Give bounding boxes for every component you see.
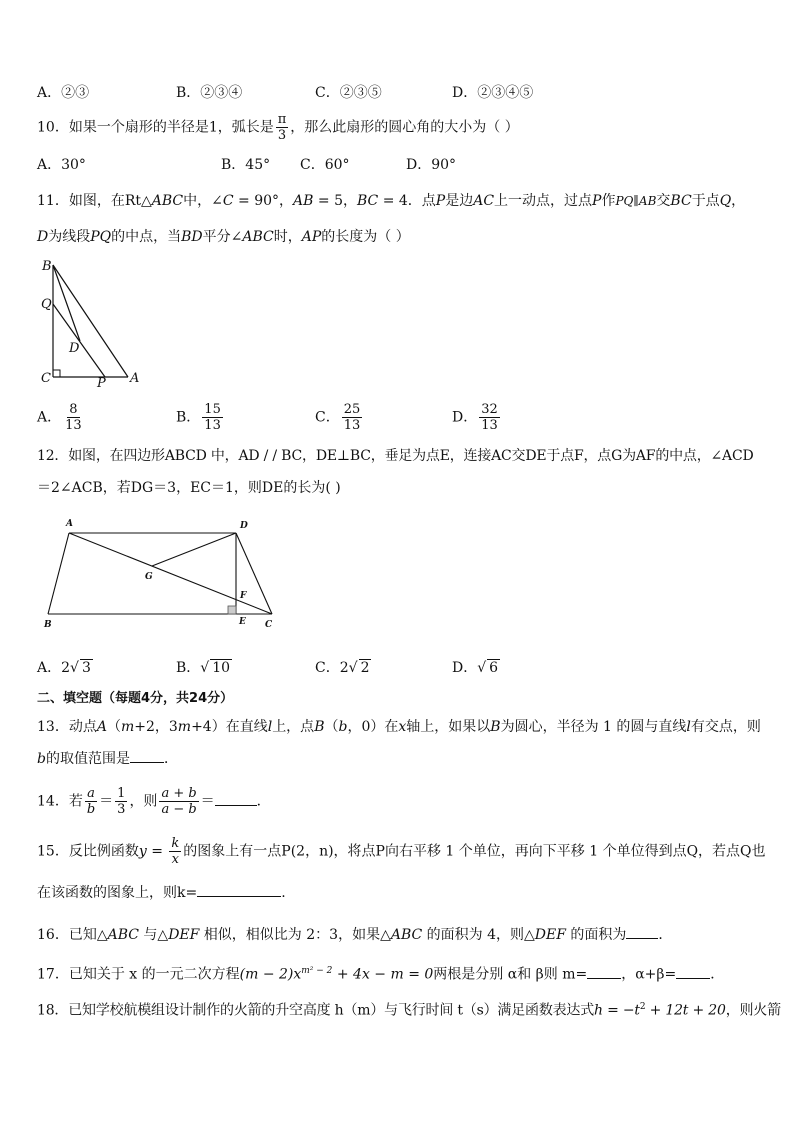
q12-label-b: B (44, 620, 52, 630)
q11-label-q: Q (41, 297, 52, 312)
q12-label-d: D (240, 521, 248, 531)
q9-option-b: B．②③④ (176, 85, 243, 101)
q12-option-b: B．√ 10 (176, 660, 231, 676)
q10-option-d: D．90° (406, 157, 457, 173)
q17-answer-blank-m (587, 966, 621, 979)
q11-label-b: B (42, 259, 52, 274)
q10-option-a: A．30° (37, 157, 86, 173)
q12-stem-line1: 12．如图，在四边形ABCD 中，AD / / BC，DE⊥BC，垂足为点E，连接AC交DE于点F，点G为AF的中点，∠ACD (37, 448, 754, 464)
q11-segment-bd (53, 265, 80, 341)
q15-stem-line2: 在该函数的图象上，则k= . (37, 885, 286, 901)
q14-stem: 14．若 $\frac{a}{b}$ ＝ $\frac{1}{3}$ ，则 $\frac{a + b}{a - b}$ ＝ ． (37, 786, 271, 817)
q12-option-c: C．2√ 2 (315, 660, 370, 676)
q14-answer-blank (215, 793, 257, 806)
q11-right-angle-mark (53, 370, 60, 377)
q16-answer-blank (626, 926, 658, 939)
q12-segment-dg (152, 533, 236, 566)
q10-option-b: B．45° (221, 157, 271, 173)
q12-label-c: C (265, 620, 273, 630)
q12-right-angle-mark (228, 606, 236, 614)
q11-side-ab (53, 265, 128, 377)
q12-option-a: A．2√ 3 (37, 660, 91, 676)
q12-label-e: E (239, 617, 246, 627)
q13-stem-line1: 13．动点A（m+2，3m+4）在直线l上，点B（b，0）在x轴上，如果以B为圆心，半径为 1 的圆与直线l有交点，则 (37, 719, 761, 735)
q11-label-d: D (69, 341, 80, 356)
q11-label-c: C (41, 371, 51, 386)
q17-stem: 17．已知关于 x 的一元二次方程$(m - 2)x^{m^2 - 2} + 4x - m = 0$两根是分别 α和 β则 m= ，α+β= ． (37, 966, 725, 983)
q12-stem-line2: ＝2∠ACB，若DG＝3，EC＝1，则DE的长为( ) (37, 480, 341, 496)
q18-stem: 18．已知学校航模组设计制作的火箭的升空高度 h（m）与飞行时间 t（s）满足函数表达式$h = -t^2 + 12t + 20$，则火箭 (37, 1002, 781, 1019)
q11-label-p: P (97, 376, 106, 388)
q11-stem-line1: 11．如图，在Rt△ABC中，∠C = 90°，AB = 5，BC = 4．点P是边AC上一动点，过点P作PQ∥AB交BC于点Q， (37, 193, 746, 209)
q11-figure (36, 256, 146, 388)
q15-answer-blank (197, 884, 281, 897)
q12-option-d: D．√ 6 (452, 660, 499, 676)
q16-stem: 16．已知△ABC 与△DEF 相似，相似比为 2：3，如果△ABC 的面积为 4，则△DEF 的面积为 ． (37, 927, 673, 943)
q17-answer-blank-sum (676, 966, 710, 979)
q11-label-a: A (130, 371, 140, 386)
q11-stem-line2: D为线段PQ的中点，当BD平分∠ABC时，AP的长度为（ ） (37, 229, 410, 245)
q10-stem: 10．如果一个扇形的半径是1，弧长是 $\frac{\pi}{3}$ ，那么此扇形的圆心角的大小为（ ） (37, 112, 519, 143)
q15-stem-line1: 15．反比例函数y = $\frac{k}{x}$ 的图象上有一点P(2，n)，将点P向右平移 1 个单位，再向下平移 1 个单位得到点Q，若点Q也 (37, 836, 766, 867)
q11-option-d: D． $\frac{32}{13}$ (452, 402, 498, 433)
section-fill-in-heading: 二、填空题（每题4分，共24分） (37, 691, 234, 706)
q10-fraction: $\frac{\pi}{3}$ (277, 112, 287, 143)
q12-figure (38, 514, 288, 632)
q11-option-c: C． $\frac{25}{13}$ (315, 402, 361, 433)
q12-label-g: G (145, 572, 153, 582)
q9-option-a: A．②③ (37, 85, 90, 101)
q13-answer-blank (130, 750, 164, 763)
q10-option-c: C．60° (300, 157, 350, 173)
q13-stem-line2: b的取值范围是 ． (37, 751, 178, 767)
q12-side-ab (48, 533, 69, 614)
q11-option-b: B． $\frac{15}{13}$ (176, 402, 221, 433)
q11-option-a: A． $\frac{8}{13}$ (37, 402, 82, 433)
q9-option-d: D．②③④⑤ (452, 85, 534, 101)
q9-option-c: C．②③⑤ (315, 85, 382, 101)
q12-label-a: A (66, 519, 73, 529)
q12-label-f: F (240, 591, 247, 601)
